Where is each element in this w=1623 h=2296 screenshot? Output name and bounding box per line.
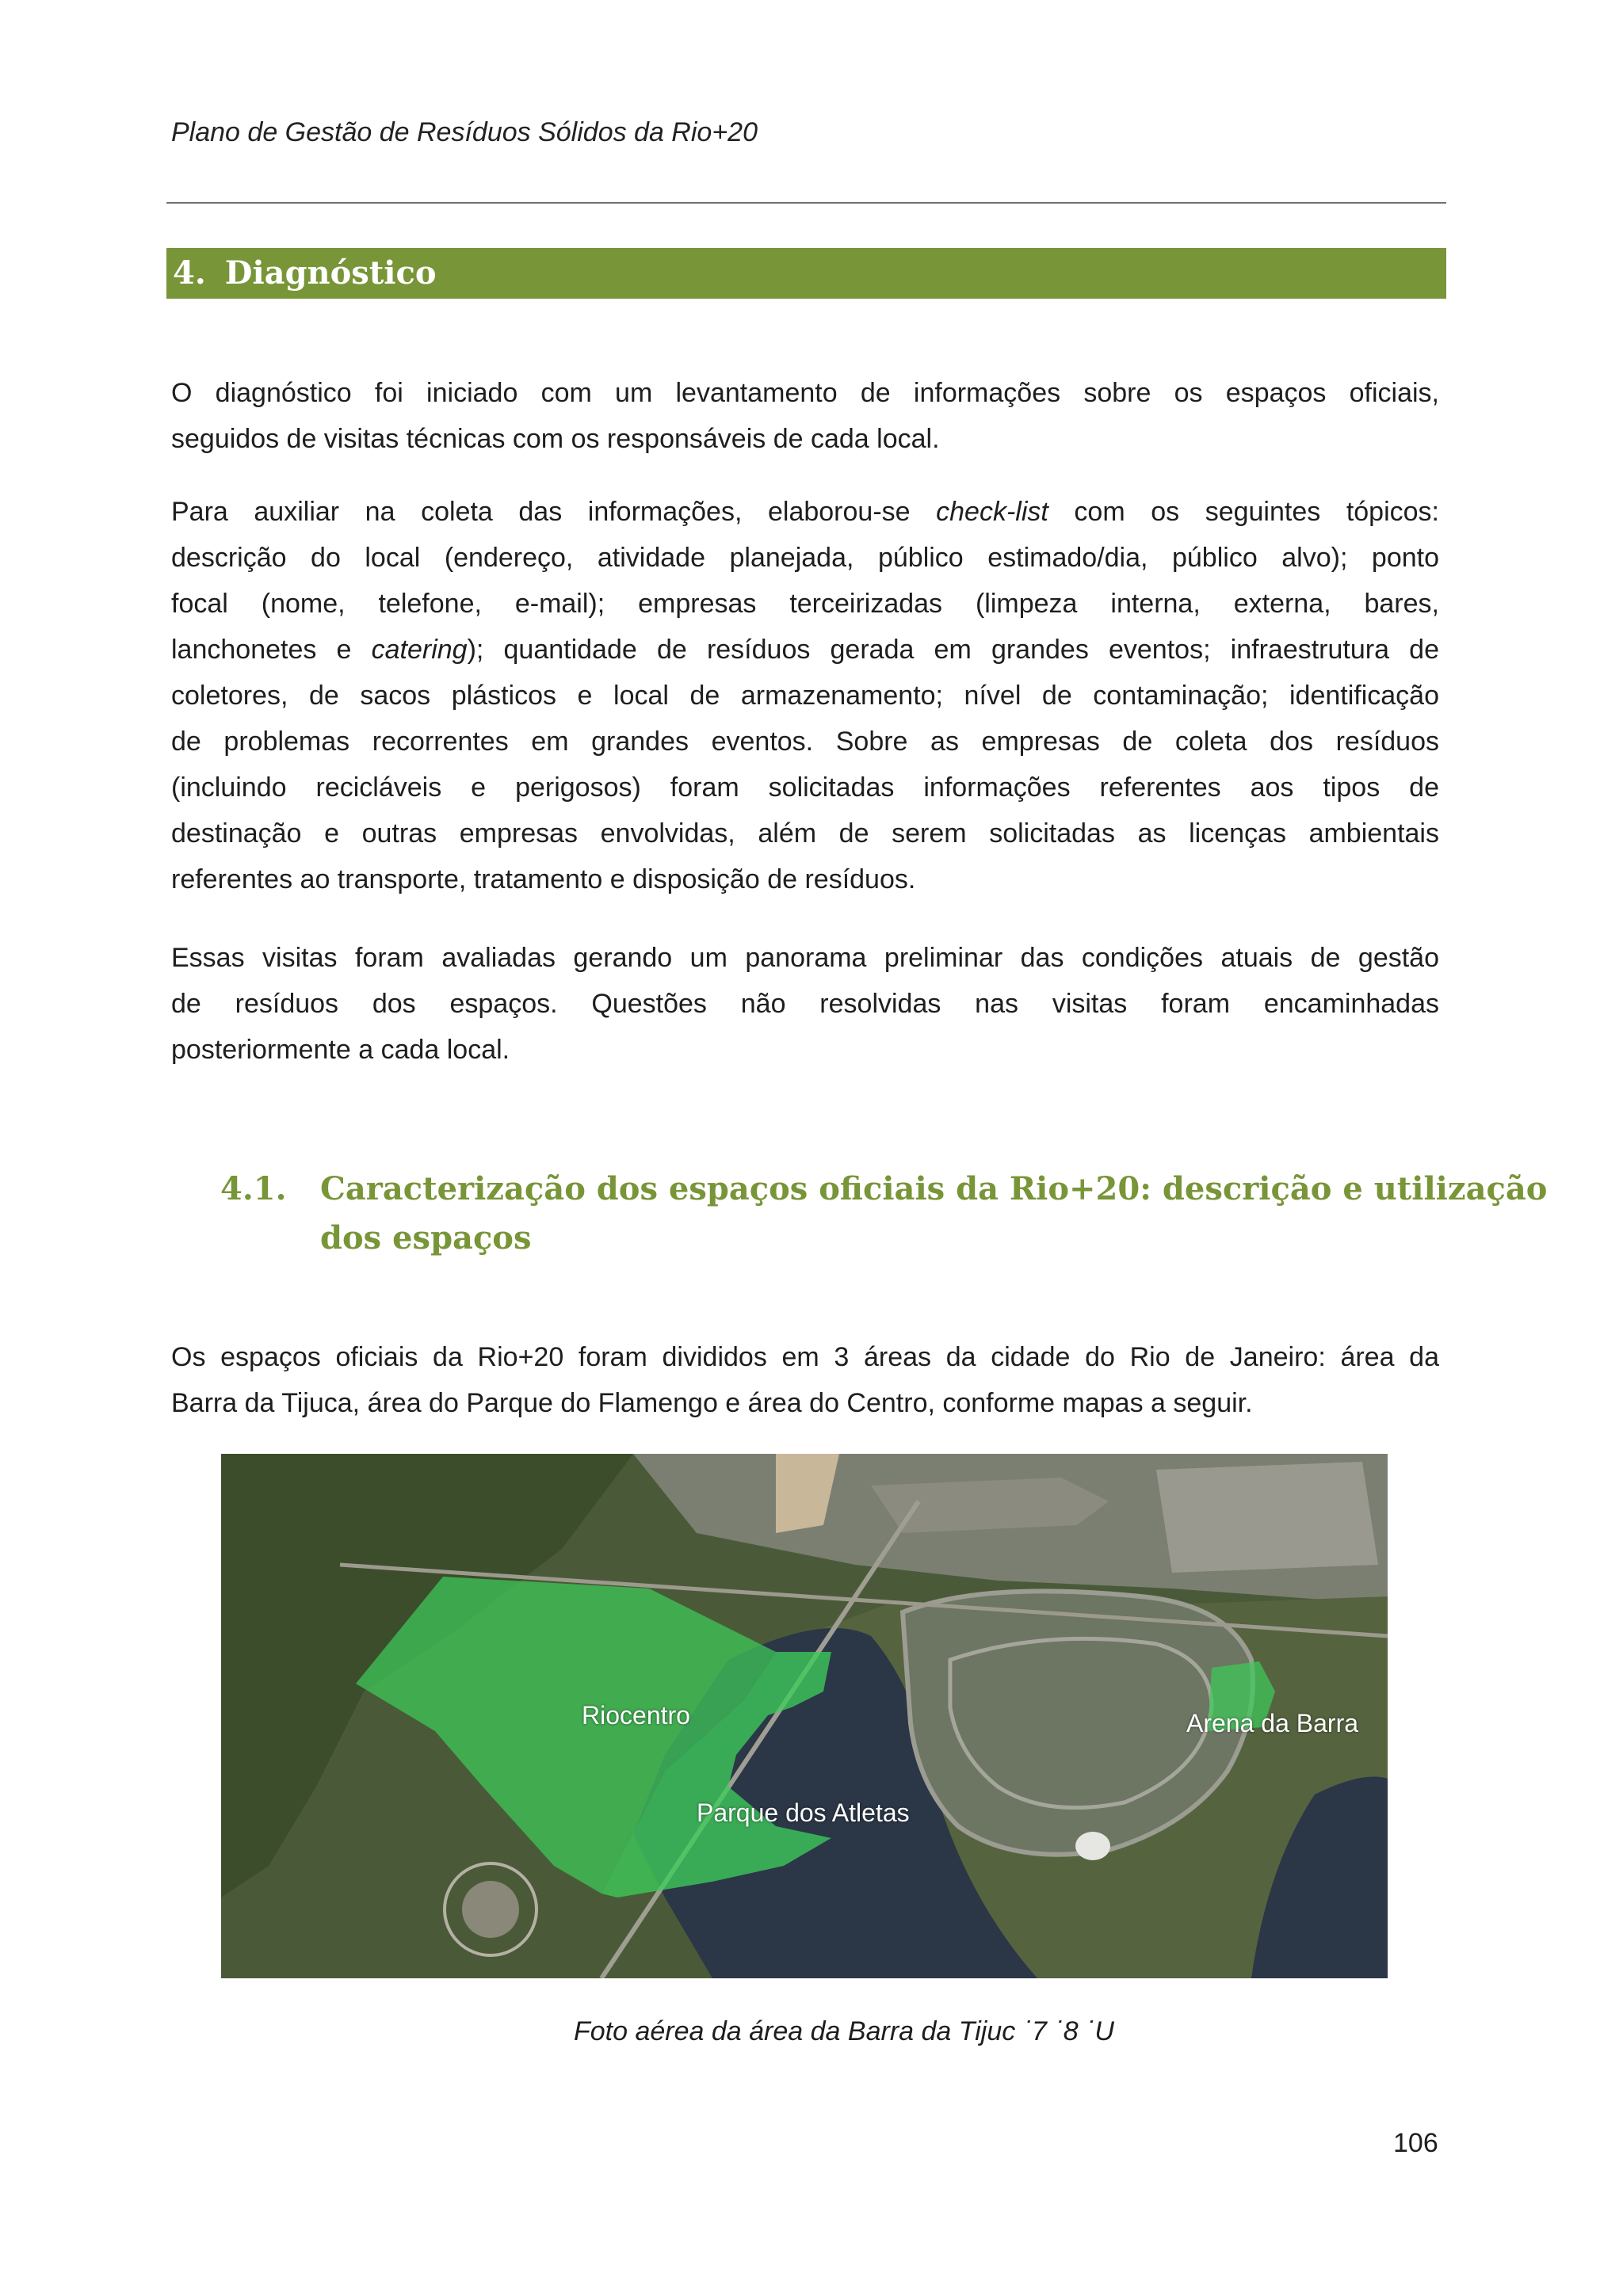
section-heading [173, 248, 437, 299]
paragraph-line: seguidos de visitas técnicas com os responsáveis de cada local. [171, 424, 940, 454]
figure-caption: Foto aérea da área da Barra da Tijuc ˙7 ˙8 ˙U [574, 2016, 1114, 2046]
paragraph-line: de problemas recorrentes em grandes eventos. Sobre as empresas de coleta dos resíduos [171, 727, 1439, 757]
water-tank-center [462, 1881, 519, 1938]
subsection-title-line: dos espaços [320, 1219, 532, 1257]
running-header: Plano de Gestão de Resíduos Sólidos da Rio+20 [171, 117, 758, 147]
paragraph-line: descrição do local (endereço, atividade planejada, público estimado/dia, público alvo); ponto [171, 543, 1439, 573]
paragraph-intro [171, 370, 1439, 462]
paragraph-line [171, 489, 1439, 535]
subsection-title-line: Caracterização dos espaços oficiais da Rio+20: descrição e utilização [320, 1170, 1548, 1207]
urban-block [871, 1478, 1109, 1533]
map-label-arena-da-barra: Arena da Barra [1186, 1709, 1359, 1737]
section-title: Diagnóstico [224, 254, 437, 292]
subsection-number: 4.1. [220, 1170, 287, 1207]
urban-block [1156, 1462, 1378, 1573]
paragraph-line [171, 627, 1439, 673]
arena-dome [1075, 1832, 1110, 1860]
paragraph-line: O diagnóstico foi iniciado com um levantamento de informações sobre os espaços oficiais, [171, 378, 1439, 408]
paragraph-line: Os espaços oficiais da Rio+20 foram divididos em 3 áreas da cidade do Rio de Janeiro: área da [171, 1342, 1439, 1372]
paragraph-line: coletores, de sacos plásticos e local de armazenamento; nível de contaminação; identificação [171, 681, 1439, 711]
header-divider [166, 202, 1446, 204]
paragraph-visits [171, 935, 1439, 1073]
paragraph-line: de resíduos dos espaços. Questões não resolvidas nas visitas foram encaminhadas [171, 989, 1439, 1019]
paragraph-line: (incluindo recicláveis e perigosos) foram solicitadas informações referentes aos tipos de [171, 772, 1439, 803]
map-label-parque-dos-atletas: Parque dos Atletas [697, 1798, 910, 1827]
map-label-riocentro: Riocentro [582, 1701, 690, 1730]
italic-term: check-list [936, 497, 1048, 527]
paragraph-checklist [171, 489, 1439, 902]
subsection-title [320, 1165, 1548, 1263]
paragraph-line: Barra da Tijuca, área do Parque do Flamengo e área do Centro, conforme mapas a seguir. [171, 1388, 1253, 1418]
paragraph-areas [171, 1334, 1439, 1426]
section-number: 4. [173, 254, 206, 292]
paragraph-line: posteriormente a cada local. [171, 1035, 510, 1065]
section-heading-bar [166, 248, 1446, 299]
paragraph-line: Essas visitas foram avaliadas gerando um panorama preliminar das condições atuais de gestão [171, 943, 1439, 973]
text-run: Para auxiliar na coleta das informações, elaborou-se [171, 497, 937, 527]
aerial-map [221, 1454, 1388, 1978]
paragraph-line: referentes ao transporte, tratamento e disposição de resíduos. [171, 864, 916, 894]
paragraph-line: destinação e outras empresas envolvidas, além de serem solicitadas as licenças ambientais [171, 818, 1439, 849]
page-number: 106 [1393, 2128, 1438, 2158]
paragraph-line: focal (nome, telefone, e-mail); empresas terceirizadas (limpeza interna, externa, bares, [171, 589, 1439, 619]
italic-term: catering [371, 635, 468, 665]
text-run: com os seguintes tópicos: [1048, 497, 1439, 527]
text-run: ); quantidade de resíduos gerada em grandes eventos; infraestrutura de [467, 635, 1439, 665]
text-run: lanchonetes e [171, 635, 372, 665]
